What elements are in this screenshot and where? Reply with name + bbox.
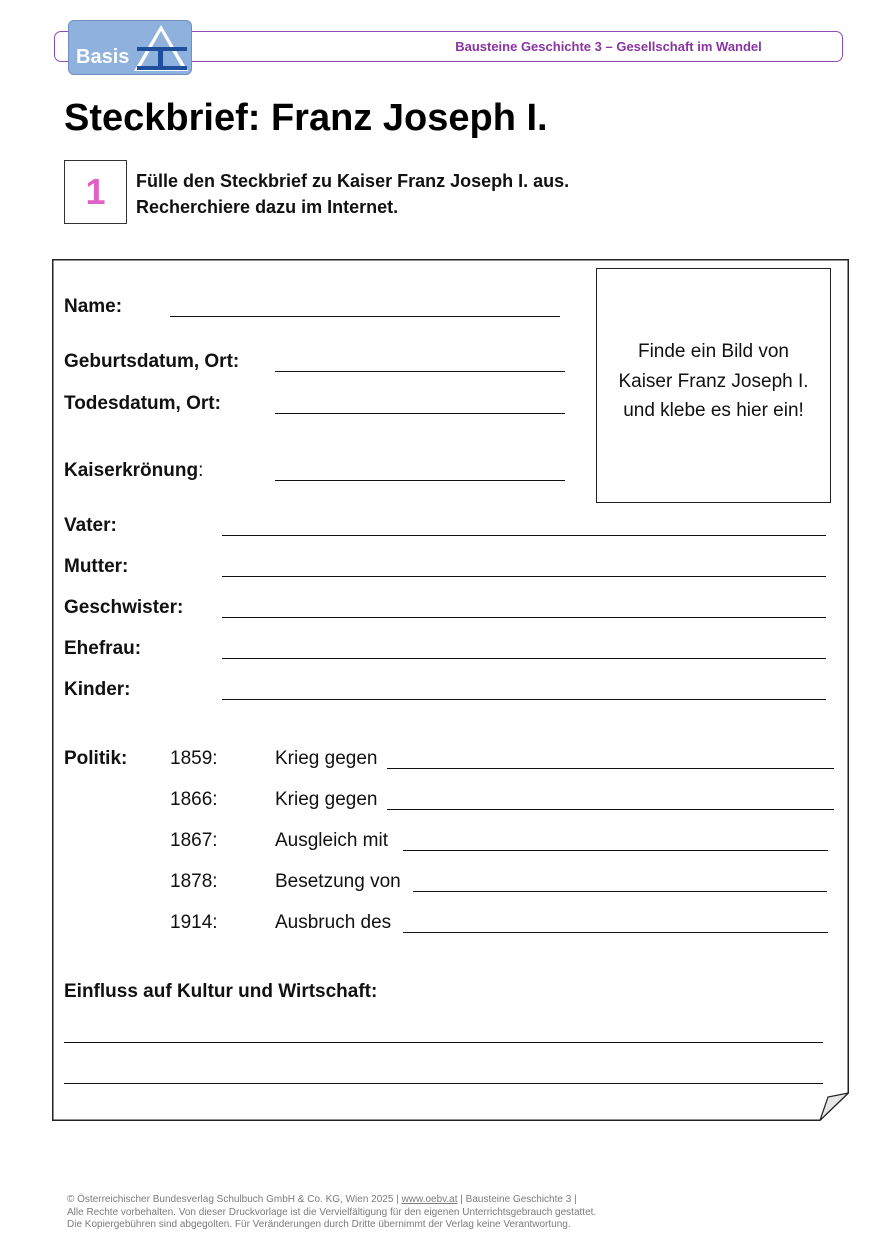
photo-instruction [597, 337, 830, 426]
politik-label: Politik: [64, 748, 128, 769]
photo-instruction-line: Finde ein Bild von [637, 341, 790, 362]
footer-line-1-prefix: © Österreichischer Bundesverlag Schulbuch GmbH & Co. KG, Wien 2025 | [67, 1194, 402, 1205]
header-title: Bausteine Geschichte 3 – Gesellschaft im Wandel [455, 39, 762, 54]
mutter-label: Mutter: [64, 556, 129, 577]
politik-year: 1867: [170, 830, 218, 851]
politik-year: 1878: [170, 871, 218, 892]
name-answer-line[interactable] [170, 316, 560, 317]
basis-logo [68, 20, 192, 75]
kaiserkroenung-label [64, 460, 203, 482]
task-number-box: 1 [64, 160, 127, 224]
vater-answer-line[interactable] [222, 535, 826, 536]
politik-event: Krieg gegen [275, 789, 378, 810]
footer-line-3: Die Kopiergebühren sind abgegolten. Für Veränderungen durch Dritte übernimmt der Verlag keine Verantwortung. [67, 1219, 571, 1230]
todesdatum-answer-line[interactable] [275, 413, 565, 414]
politik-event: Ausbruch des [275, 912, 392, 933]
name-label: Name: [64, 296, 123, 317]
politik-answer-line[interactable] [403, 850, 828, 851]
footer-line-1-suffix: | Bausteine Geschichte 3 | [457, 1194, 577, 1205]
politik-answer-line[interactable] [387, 768, 834, 769]
footer-copyright [67, 1194, 596, 1232]
geschwister-answer-line[interactable] [222, 617, 826, 618]
geburtsdatum-answer-line[interactable] [275, 371, 565, 372]
kaiserkroenung-answer-line[interactable] [275, 480, 565, 481]
politik-event: Ausgleich mit [275, 830, 388, 851]
photo-placeholder-box [596, 268, 831, 503]
footer-website-link[interactable]: www.oebv.at [401, 1194, 458, 1205]
politik-year: 1866: [170, 789, 218, 810]
footer-line-1 [67, 1194, 596, 1207]
kaiserkroenung-label-text: Kaiserkrönung [64, 460, 199, 481]
einfluss-label: Einfluss auf Kultur und Wirtschaft: [64, 981, 378, 1002]
page-title: Steckbrief: Franz Joseph I. [64, 97, 548, 139]
politik-year: 1859: [170, 748, 218, 769]
todesdatum-label: Todesdatum, Ort: [64, 393, 221, 414]
einfluss-answer-line[interactable] [64, 1042, 823, 1043]
ehefrau-answer-line[interactable] [222, 658, 826, 659]
politik-event: Besetzung von [275, 871, 401, 892]
geburtsdatum-label: Geburtsdatum, Ort: [64, 351, 240, 372]
politik-answer-line[interactable] [387, 809, 834, 810]
basis-logo-text: Basis [76, 46, 130, 68]
ehefrau-label: Ehefrau: [64, 638, 142, 659]
mutter-answer-line[interactable] [222, 576, 826, 577]
kinder-answer-line[interactable] [222, 699, 826, 700]
kinder-label: Kinder: [64, 679, 131, 700]
photo-instruction-line: Kaiser Franz Joseph I. [618, 370, 809, 392]
footer-line-2: Alle Rechte vorbehalten. Von dieser Druckvorlage ist die Vervielfältigung für den eigenen Unterrichtsgebrauch gestattet. [67, 1206, 597, 1218]
geschwister-label: Geschwister: [64, 597, 184, 618]
einfluss-answer-line[interactable] [64, 1083, 823, 1084]
politik-answer-line[interactable] [403, 932, 828, 933]
task-instruction-2: Recherchiere dazu im Internet. [136, 197, 399, 217]
vater-label: Vater: [64, 515, 117, 536]
kaiserkroenung-colon: : [198, 460, 204, 481]
politik-year: 1914: [170, 912, 218, 933]
task-instruction-1: Fülle den Steckbrief zu Kaiser Franz Joseph I. aus. [136, 171, 570, 191]
politik-event: Krieg gegen [275, 748, 378, 769]
photo-instruction-line: und klebe es hier ein! [623, 400, 804, 421]
politik-answer-line[interactable] [413, 891, 827, 892]
